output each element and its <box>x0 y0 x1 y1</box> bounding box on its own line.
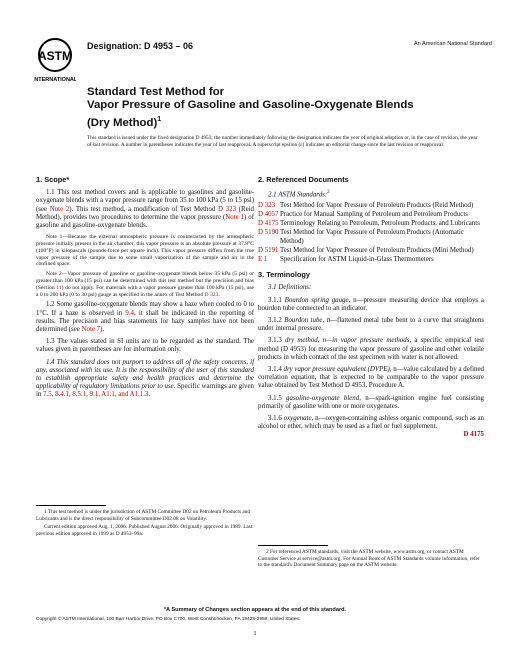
footnote-divider <box>36 505 106 506</box>
designation: Designation: D 4953 – 06 <box>87 41 194 51</box>
document-title <box>87 86 487 130</box>
svg-text:INTERNATIONAL: INTERNATIONAL <box>34 77 76 83</box>
reference-title: Practice for Manual Sampling of Petroleum and Petroleum Products <box>280 210 468 218</box>
reference-link[interactable]: E 1 <box>258 255 268 263</box>
footnote-1-edition: Current edition approved Aug. 1, 2006. Published August 2006. Originally approved in 1989. Last previous edition approved in 1999 as D 4953–99a. <box>36 524 253 537</box>
reference-link[interactable]: D 323 <box>258 201 276 209</box>
left-footnotes <box>36 505 254 539</box>
reference-title: Specification for ASTM Liquid-in-Glass Thermometers <box>280 255 434 263</box>
title-line-3: (Dry Method)$^1$ <box>87 115 162 129</box>
reference-link[interactable]: D 5190 <box>258 229 279 237</box>
term-3-1-6: 3.1.6 oxygenate, n—oxygen-containing ashless organic compound, such as an alcohol or ether, which may be used as a fuel or fuel supplement. <box>258 414 484 431</box>
link-d4175[interactable]: D 4175 <box>463 431 484 439</box>
scope-1-3: 1.3 The values stated in SI units are to be regarded as the standard. The values given in parentheses are for information only. <box>36 338 254 354</box>
scope-1-2: 1.2 Some gasoline-oxygenate blends may show a haze when cooled to 0 to 1°C. If a haze is observed in 9.4, it shall be indicated in the reporting of results. The precision and bias statements for hazy samples have not been determined (see Note 7). <box>36 301 254 333</box>
reference-item <box>258 220 484 228</box>
right-column <box>258 170 484 440</box>
link-section-11[interactable]: 11 <box>56 284 62 291</box>
refdocs-intro: 2.1 ASTM Standards:$^2$ <box>268 190 330 199</box>
issuance-notice: This standard is issued under the fixed designation D 4953; the number immediately following the designation indicates the year of original adoption or, in the case of revision, the year of last revision. A number in parentheses indicates the year of last reapproval. A superscript epsilon (ε) indicates an editorial change since the last revision or reapproval. <box>87 135 478 148</box>
reference-item <box>258 211 484 219</box>
link-9-4[interactable]: 9.4 <box>125 309 135 317</box>
note-2: Note 2—Vapor pressure of gasoline or gasoline-oxygenate blends below 35 kPa (5 psi) or greater than 100 kPa (15 psi) can be determined with this test method but the precision and bias (Section 11) do not apply. For materials with a vapor pressure greater than 100 kPa (15 psi), use a 0 to 200 kPa (0 to 30 psi) gauge as specified in the annex of Test Method D 323. <box>36 271 255 298</box>
term-3-1-3: 3.1.3 dry method, n—in vapor pressure methods, a specific empirical test method (D 4953) for measuring the vapor pressure of gasoline and other volatile products in which contact of the test specimen with water is not allowed. <box>258 337 484 361</box>
link-warnings[interactable]: 7.5, 8.4.1, 8.5.1, 9.1, A1.1, and A1.1.3 <box>43 391 149 399</box>
left-column <box>36 170 254 404</box>
reference-item <box>258 256 484 264</box>
refdocs-heading: 2. Referenced Documents <box>258 175 349 184</box>
note-1: Note 1—Because the external atmospheric pressure is counteracted by the atmospheric pressure initially present in the air chamber, this vapor pressure is an absolute pressure at 37.8°C (100°F) in kilopascals (pounds-force per square inch). This vapor pressure differs from the true vapor pressure of the sample due to some small vaporization of the sample and air in the confined space. <box>36 234 254 268</box>
footnote-divider <box>258 545 328 546</box>
reference-link[interactable]: D 5191 <box>258 246 279 254</box>
reference-title: Test Method for Vapor Pressure of Petroleum Products (Reid Method) <box>280 201 474 209</box>
svg-text:ASTM: ASTM <box>38 49 72 63</box>
definitions-label: 3.1 Definitions: <box>268 284 312 292</box>
reference-item <box>258 229 484 245</box>
link-note-2[interactable]: Note 2 <box>49 205 70 213</box>
reference-title: Test Method for Vapor Pressure of Petroleum Products (Automatic Method) <box>280 229 464 245</box>
link-d323-annex[interactable]: D 323 <box>204 291 219 298</box>
summary-of-changes-note: *A Summary of Changes section appears at the end of this standard. <box>163 607 347 613</box>
reference-list <box>258 202 484 264</box>
term-3-1-4: 3.1.4 dry vapor pressure equivalent (DVPE), n—value calculated by a defined correlation equation, that is expected to be comparable to the vapor pressure value obtained by Test Method D 4953, Procedure A. <box>258 365 484 390</box>
terminology-heading: 3. Terminology <box>258 270 311 280</box>
reference-title: Test Method for Vapor Pressure of Petroleum Products (Mini Method) <box>280 246 474 254</box>
reference-item <box>258 202 484 210</box>
link-d323[interactable]: D 323 <box>218 205 237 213</box>
right-footnotes <box>258 545 484 571</box>
page-number: 1 <box>253 630 257 637</box>
astm-logo <box>34 36 76 84</box>
scope-1-1: 1.1 This test method covers and is applicable to gasolines and gasoline-oxygenate blends with a vapor pressure range from 35 to 100 kPa (5 to 15 psi) (see Note 2). This test method, a modification of Test Method D 323 (Reid Method), provides two procedures to determine the vapor pressure (Note 1) of gasoline and gasoline-oxygenate blends. <box>36 189 255 230</box>
scope-1-4: 1.4 This standard does not purport to address all of the safety concerns, if any, associated with its use. It is the responsibility of the user of this standard to establish appropriate safety and health practices and determine the applicability of regulatory limitations prior to use. Specific warnings are given in 7.5, 8.4.1, 8.5.1, 9.1, A1.1, and A1.1.3. <box>36 358 254 399</box>
title-line-1: Standard Test Method for <box>87 86 225 98</box>
american-national-standard-label: An American National Standard <box>413 41 492 47</box>
term-3-1-5: 3.1.5 gasoline-oxygenate blend, n—spark-ignition engine fuel consisting primarily of gasoline with one or more oxygenates. <box>258 394 484 410</box>
footnote-2: 2 For referenced ASTM standards, visit the ASTM website, www.astm.org, or contact ASTM Customer Service at service@astm.org. For Annual Book of ASTM Standards volume information, refer to the standard's Document Summary page on the ASTM website. <box>258 549 480 568</box>
reference-title: Terminology Relating to Petroleum, Petroleum Products, and Lubricants <box>280 220 480 228</box>
link-note-1[interactable]: Note 1 <box>225 213 245 221</box>
reference-item <box>258 247 484 255</box>
term-3-1-1: 3.1.1 Bourdon spring gauge, n—pressure measuring device that employs a bourdon tube connected to an indicator. <box>258 296 484 312</box>
scope-heading: 1. Scope* <box>36 175 70 184</box>
copyright: Copyright © ASTM International, 100 Barr Harbor Drive, PO Box C700, West Conshohocken, PA 19428-2959, United States. <box>36 617 301 622</box>
title-line-2: Vapor Pressure of Gasoline and Gasoline-Oxygenate Blends <box>87 99 414 112</box>
link-note-7[interactable]: Note 7 <box>81 326 101 333</box>
footnote-1: 1 This test method is under the jurisdiction of ASTM Committee D02 on Petroleum Products and Lubricants and is the direct responsibility of Subcommittee D02.08 on Volatility. <box>36 509 251 522</box>
reference-link[interactable]: D 4057 <box>258 210 279 218</box>
reference-link[interactable]: D 4175 <box>258 220 279 228</box>
term-3-1-2: 3.1.2 Bourdon tube, n—flattened metal tube bent to a curve that straightens under internal pressure. <box>258 316 484 333</box>
